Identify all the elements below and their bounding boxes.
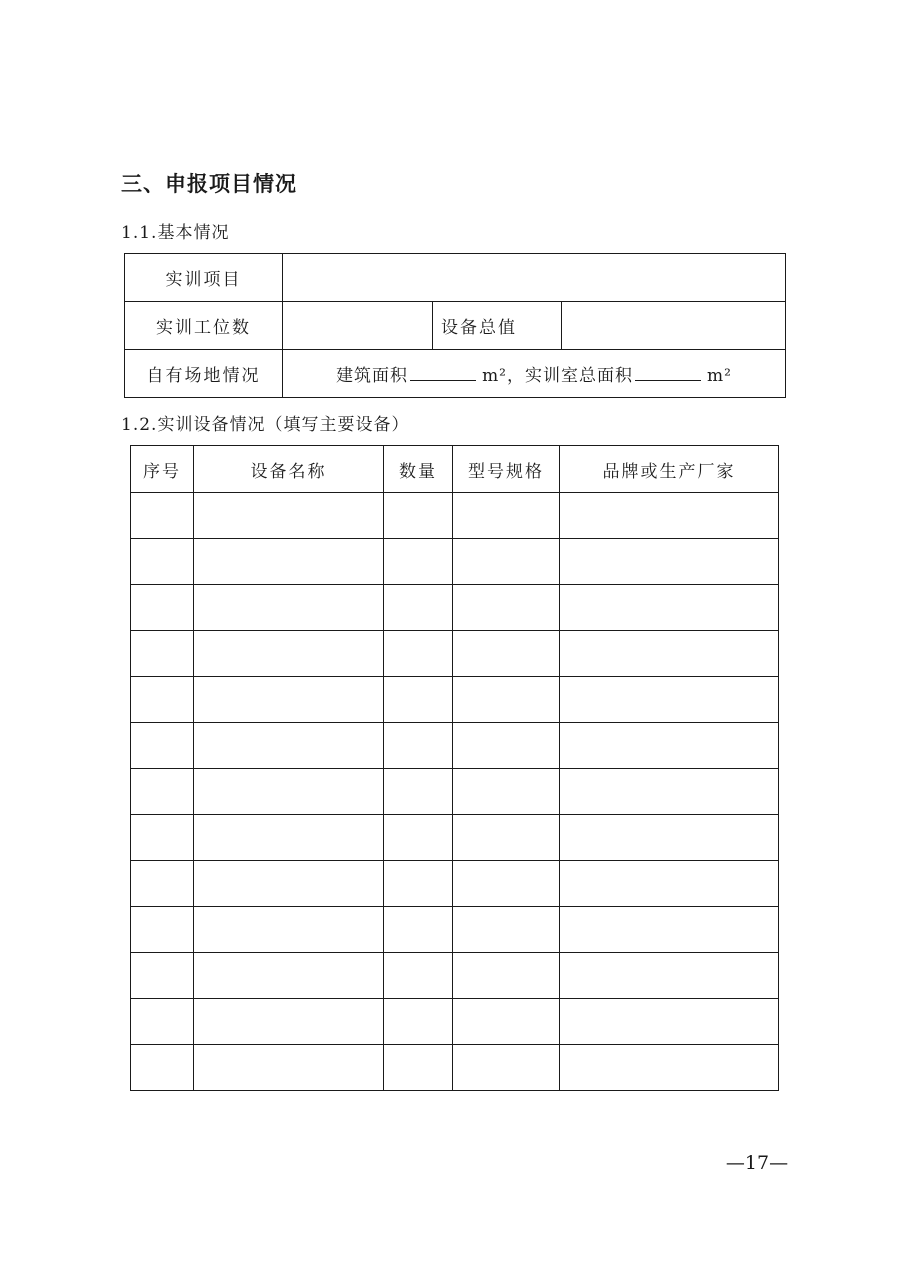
section-title: 三、申报项目情况	[121, 172, 297, 196]
basic-info-table	[124, 253, 786, 398]
cell-name[interactable]	[194, 769, 384, 815]
table-row	[131, 677, 779, 723]
cell-brand[interactable]	[560, 953, 779, 999]
cell-model[interactable]	[453, 677, 560, 723]
cell-brand[interactable]	[560, 1045, 779, 1091]
cell-model[interactable]	[453, 723, 560, 769]
table-row	[131, 723, 779, 769]
cell-index[interactable]	[131, 723, 194, 769]
cell-brand[interactable]	[560, 677, 779, 723]
training-project-field[interactable]	[283, 254, 786, 302]
cell-quantity[interactable]	[384, 907, 453, 953]
cell-index[interactable]	[131, 631, 194, 677]
cell-index[interactable]	[131, 861, 194, 907]
equipment-value-field[interactable]	[562, 302, 786, 350]
cell-model[interactable]	[453, 493, 560, 539]
cell-name[interactable]	[194, 585, 384, 631]
site-area-cell	[283, 350, 786, 398]
training-project-label: 实训项目	[125, 254, 283, 302]
cell-model[interactable]	[453, 1045, 560, 1091]
table-row	[131, 907, 779, 953]
basic-info-heading: 1.1.基本情况	[121, 223, 230, 243]
equipment-body	[131, 493, 779, 1091]
cell-model[interactable]	[453, 861, 560, 907]
cell-index[interactable]	[131, 815, 194, 861]
cell-name[interactable]	[194, 953, 384, 999]
workstations-label: 实训工位数	[125, 302, 283, 350]
cell-quantity[interactable]	[384, 769, 453, 815]
column-header-name: 设备名称	[194, 446, 384, 493]
cell-brand[interactable]	[560, 723, 779, 769]
column-header-model: 型号规格	[453, 446, 560, 493]
cell-name[interactable]	[194, 815, 384, 861]
column-header-index: 序号	[131, 446, 194, 493]
cell-quantity[interactable]	[384, 585, 453, 631]
table-row	[131, 585, 779, 631]
unit-1: m²，	[482, 366, 525, 386]
cell-brand[interactable]	[560, 631, 779, 677]
table-row	[131, 631, 779, 677]
cell-index[interactable]	[131, 585, 194, 631]
table-row	[131, 769, 779, 815]
column-header-brand: 品牌或生产厂家	[560, 446, 779, 493]
cell-index[interactable]	[131, 999, 194, 1045]
cell-quantity[interactable]	[384, 953, 453, 999]
cell-name[interactable]	[194, 539, 384, 585]
cell-model[interactable]	[453, 585, 560, 631]
table-row	[131, 861, 779, 907]
cell-index[interactable]	[131, 677, 194, 723]
cell-model[interactable]	[453, 631, 560, 677]
cell-name[interactable]	[194, 677, 384, 723]
cell-index[interactable]	[131, 493, 194, 539]
training-room-area-label: 实训室总面积	[525, 366, 633, 386]
cell-name[interactable]	[194, 493, 384, 539]
cell-quantity[interactable]	[384, 539, 453, 585]
training-project-row	[125, 254, 786, 302]
cell-quantity[interactable]	[384, 999, 453, 1045]
table-row	[131, 953, 779, 999]
cell-model[interactable]	[453, 907, 560, 953]
table-row	[131, 999, 779, 1045]
cell-index[interactable]	[131, 769, 194, 815]
table-row	[131, 539, 779, 585]
cell-brand[interactable]	[560, 493, 779, 539]
cell-name[interactable]	[194, 999, 384, 1045]
training-room-area-blank[interactable]	[635, 366, 701, 381]
cell-brand[interactable]	[560, 861, 779, 907]
building-area-blank[interactable]	[410, 366, 476, 381]
equipment-table	[130, 445, 779, 1091]
equipment-heading: 1.2.实训设备情况（填写主要设备）	[121, 415, 410, 435]
cell-quantity[interactable]	[384, 815, 453, 861]
cell-brand[interactable]	[560, 815, 779, 861]
cell-brand[interactable]	[560, 585, 779, 631]
cell-name[interactable]	[194, 907, 384, 953]
unit-2: m²	[707, 366, 732, 386]
table-row	[131, 815, 779, 861]
cell-name[interactable]	[194, 1045, 384, 1091]
cell-name[interactable]	[194, 723, 384, 769]
cell-model[interactable]	[453, 769, 560, 815]
cell-index[interactable]	[131, 953, 194, 999]
equipment-header-row	[131, 446, 779, 493]
cell-quantity[interactable]	[384, 723, 453, 769]
table-row	[131, 1045, 779, 1091]
cell-index[interactable]	[131, 539, 194, 585]
site-row	[125, 350, 786, 398]
workstations-field[interactable]	[283, 302, 433, 350]
cell-quantity[interactable]	[384, 677, 453, 723]
page-number: —17—	[725, 1152, 789, 1174]
cell-model[interactable]	[453, 815, 560, 861]
cell-name[interactable]	[194, 631, 384, 677]
cell-brand[interactable]	[560, 539, 779, 585]
cell-brand[interactable]	[560, 907, 779, 953]
cell-name[interactable]	[194, 861, 384, 907]
cell-quantity[interactable]	[384, 631, 453, 677]
cell-model[interactable]	[453, 953, 560, 999]
equipment-value-label: 设备总值	[433, 302, 562, 350]
site-label: 自有场地情况	[125, 350, 283, 398]
cell-quantity[interactable]	[384, 1045, 453, 1091]
column-header-quantity: 数量	[384, 446, 453, 493]
table-row	[131, 493, 779, 539]
cell-index[interactable]	[131, 907, 194, 953]
cell-quantity[interactable]	[384, 493, 453, 539]
cell-quantity[interactable]	[384, 861, 453, 907]
cell-brand[interactable]	[560, 769, 779, 815]
cell-index[interactable]	[131, 1045, 194, 1091]
cell-model[interactable]	[453, 999, 560, 1045]
workstations-row	[125, 302, 786, 350]
cell-brand[interactable]	[560, 999, 779, 1045]
cell-model[interactable]	[453, 539, 560, 585]
building-area-label: 建筑面积	[336, 366, 409, 386]
